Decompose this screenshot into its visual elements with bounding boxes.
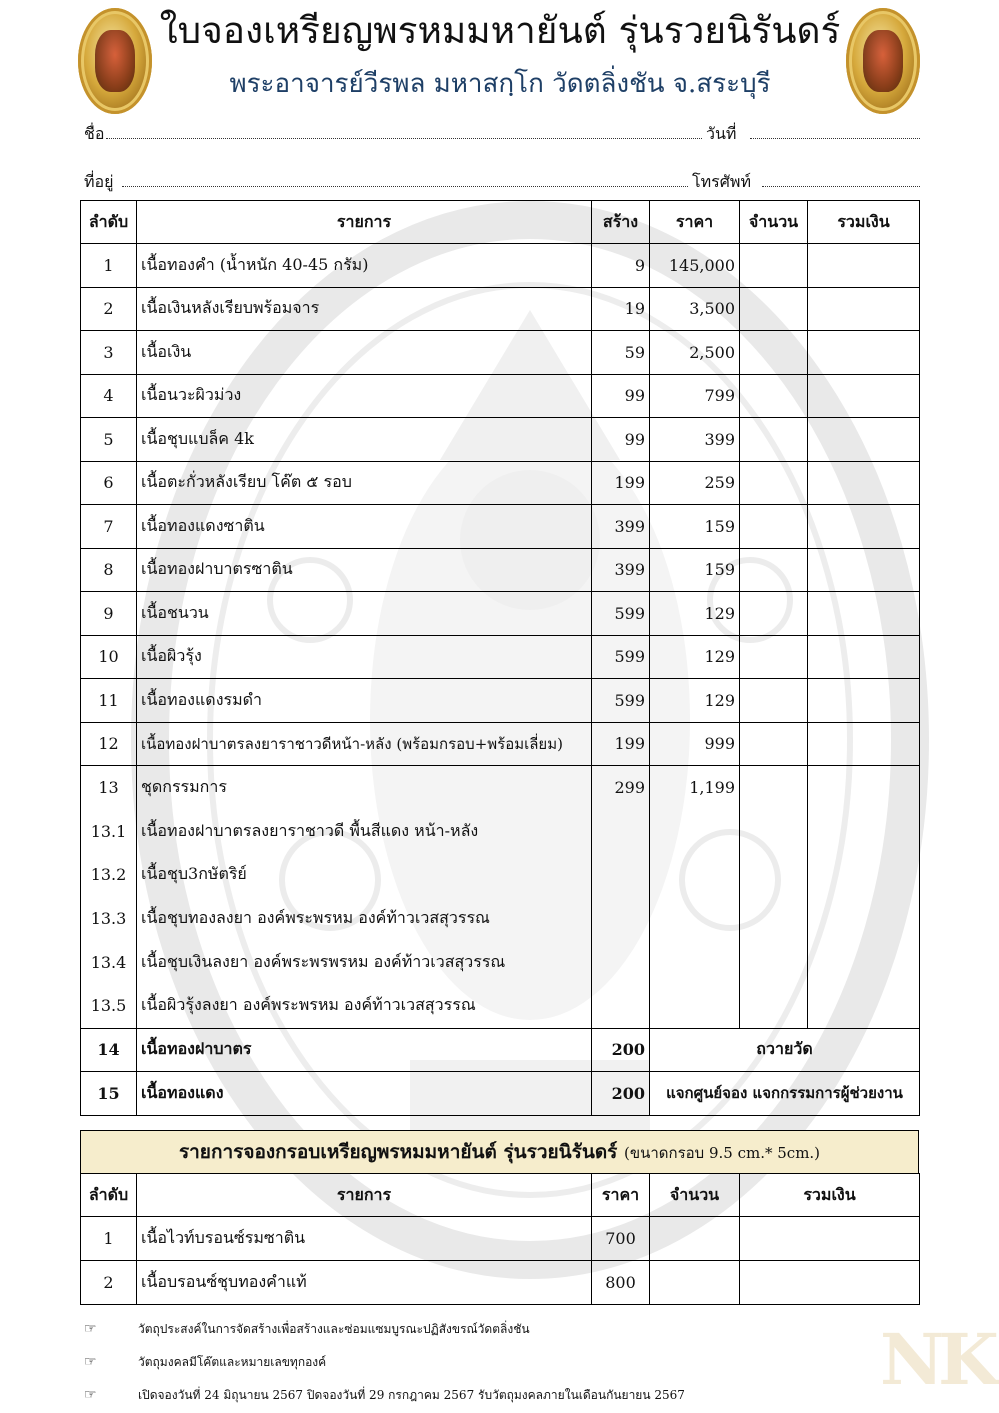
row-total-cell[interactable]	[808, 722, 920, 766]
table-row	[81, 722, 920, 766]
row-made: 200	[592, 1072, 650, 1116]
name-label: ชื่อ	[84, 124, 105, 143]
date-field[interactable]	[750, 138, 920, 139]
row-note: แจกศูนย์จอง แจกกรรมการผู้ช่วยงาน	[650, 1072, 920, 1116]
row-total-cell[interactable]	[808, 418, 920, 462]
set-item-name: เนื้อชุบทองลงยา องค์พระพรหม องค์ท้าวเวสสุวรรณ	[137, 897, 592, 941]
table-row	[81, 592, 920, 636]
row-made: 99	[592, 418, 650, 462]
frame-size-note: (ขนาดกรอบ 9.5 cm.* 5cm.)	[624, 1144, 821, 1162]
set-item-name: เนื้อทองฝาบาตรลงยาราชาวดี พื้นสีแดง หน้า-หลัง	[137, 810, 592, 854]
row-made: 19	[592, 287, 650, 331]
row-no: 5	[81, 418, 137, 462]
pointing-hand-icon: ☞	[84, 1321, 97, 1337]
row-no: 2	[81, 287, 137, 331]
row-made: 599	[592, 679, 650, 723]
row-made: 9	[592, 244, 650, 288]
row-price: 3,500	[650, 287, 740, 331]
set-item-row	[81, 897, 920, 941]
set-item-no: 13.1	[81, 810, 137, 854]
header-total: รวมเงิน	[808, 201, 920, 244]
set-item-row	[81, 940, 920, 984]
row-qty-cell[interactable]	[650, 1261, 740, 1305]
row-price: 145,000	[650, 244, 740, 288]
table-row	[81, 418, 920, 462]
date-label: วันที่	[706, 124, 737, 143]
row-price: 129	[650, 635, 740, 679]
frame-table	[80, 1173, 920, 1305]
row-total-cell[interactable]	[808, 331, 920, 375]
table-row	[81, 244, 920, 288]
row-item: เนื้อชนวน	[137, 592, 592, 636]
row-no: 14	[81, 1028, 137, 1072]
row-total-cell[interactable]	[740, 1217, 920, 1261]
table-row	[81, 1028, 920, 1072]
set-item-no: 13.4	[81, 940, 137, 984]
row-item: เนื้อทองฝาบาตร	[137, 1028, 592, 1072]
row-no: 15	[81, 1072, 137, 1116]
row-no: 10	[81, 635, 137, 679]
frame-title: รายการจองกรอบเหรียญพรหมมหายันต์ รุ่นรวยนิรันดร์	[178, 1141, 618, 1163]
header-made: สร้าง	[592, 201, 650, 244]
row-no: 9	[81, 592, 137, 636]
row-item: เนื้อทองแดงซาติน	[137, 505, 592, 549]
row-qty-cell[interactable]	[740, 679, 808, 723]
row-qty-cell[interactable]	[740, 418, 808, 462]
row-qty-cell[interactable]	[740, 331, 808, 375]
row-price: 129	[650, 592, 740, 636]
table-row	[81, 1072, 920, 1116]
row-made: 99	[592, 374, 650, 418]
table-row	[81, 548, 920, 592]
row-qty-cell[interactable]	[740, 244, 808, 288]
frame-header-price: ราคา	[592, 1174, 650, 1217]
header-no: ลำดับ	[81, 201, 137, 244]
row-no: 11	[81, 679, 137, 723]
row-item: ชุดกรรมการ	[137, 766, 592, 810]
note-text: เปิดจองวันที่ 24 มิถุนายน 2567 ปิดจองวันที่ 29 กรกฎาคม 2567 รับวัตถุมงคลภายในเดือนกันยายน 2567	[138, 1388, 685, 1402]
row-no: 2	[81, 1261, 137, 1305]
row-made: 200	[592, 1028, 650, 1072]
row-qty-cell[interactable]	[650, 1217, 740, 1261]
set-item-no: 13.2	[81, 853, 137, 897]
row-made: 599	[592, 592, 650, 636]
nk-watermark-logo: NK	[880, 1318, 993, 1401]
set-item-row	[81, 853, 920, 897]
row-item: เนื้อบรอนซ์ชุบทองคำแท้	[137, 1261, 592, 1305]
table-row	[81, 287, 920, 331]
row-qty-cell[interactable]	[740, 592, 808, 636]
row-total-cell[interactable]	[808, 244, 920, 288]
row-qty-cell[interactable]	[740, 287, 808, 331]
row-price: 399	[650, 418, 740, 462]
pointing-hand-icon: ☞	[84, 1387, 97, 1403]
note-text: วัตถุมงคลมีโค๊ตและหมายเลขทุกองค์	[138, 1355, 327, 1369]
row-item: เนื้อทองฝาบาตรลงยาราชาวดีหน้า-หลัง (พร้อมกรอบ+พร้อมเลี่ยม)	[137, 722, 592, 766]
table-row	[81, 679, 920, 723]
row-made: 59	[592, 331, 650, 375]
row-qty-cell[interactable]	[740, 461, 808, 505]
row-no: 12	[81, 722, 137, 766]
page-title: ใบจองเหรียญพรหมมหายันต์ รุ่นรวยนิรันดร์	[159, 9, 841, 52]
row-item: เนื้อทองคำ (น้ำหนัก 40-45 กรัม)	[137, 244, 592, 288]
row-item: เนื้อชุบแบล็ค 4k	[137, 418, 592, 462]
table-row	[81, 331, 920, 375]
row-total-cell[interactable]	[808, 505, 920, 549]
order-table-header	[81, 201, 920, 244]
note-item	[84, 1386, 685, 1405]
row-item: เนื้อนวะผิวม่วง	[137, 374, 592, 418]
address-phone-row	[84, 170, 920, 194]
row-made: 599	[592, 635, 650, 679]
row-no: 1	[81, 1217, 137, 1261]
order-table	[80, 200, 920, 1116]
address-label: ที่อยู่	[84, 172, 114, 191]
row-price: 700	[592, 1217, 650, 1261]
vessavana-medal-icon	[846, 8, 920, 114]
table-row	[81, 1261, 920, 1305]
name-field[interactable]	[106, 138, 702, 139]
table-row	[81, 635, 920, 679]
set-item-no: 13.3	[81, 897, 137, 941]
row-price: 159	[650, 548, 740, 592]
row-price: 2,500	[650, 331, 740, 375]
row-total-cell[interactable]	[808, 287, 920, 331]
frame-table-header	[81, 1174, 920, 1217]
set-item-no: 13.5	[81, 984, 137, 1028]
row-item: เนื้อทองแดง	[137, 1072, 592, 1116]
row-total-cell[interactable]	[808, 592, 920, 636]
row-item: เนื้อทองแดงรมดำ	[137, 679, 592, 723]
row-item: เนื้อไวท์บรอนซ์รมซาติน	[137, 1217, 592, 1261]
row-made: 199	[592, 461, 650, 505]
row-made: 199	[592, 722, 650, 766]
table-row	[81, 374, 920, 418]
row-total-cell[interactable]	[808, 374, 920, 418]
frame-header-qty: จำนวน	[650, 1174, 740, 1217]
row-no: 4	[81, 374, 137, 418]
set-item-name: เนื้อชุบเงินลงยา องค์พระพรพรหม องค์ท้าวเวสสุวรรณ	[137, 940, 592, 984]
address-field[interactable]	[122, 186, 688, 187]
row-total-cell[interactable]	[740, 1261, 920, 1305]
row-note: ถวายวัด	[650, 1028, 920, 1072]
row-no: 8	[81, 548, 137, 592]
set-item-name: เนื้อชุบ3กษัตริย์	[137, 853, 592, 897]
row-price: 129	[650, 679, 740, 723]
row-no: 3	[81, 331, 137, 375]
row-qty-cell[interactable]	[740, 722, 808, 766]
table-row	[81, 766, 920, 810]
row-no: 1	[81, 244, 137, 288]
set-item-row	[81, 984, 920, 1028]
row-price: 259	[650, 461, 740, 505]
pointing-hand-icon: ☞	[84, 1354, 97, 1370]
row-item: เนื้อตะกั่วหลังเรียบ โค๊ต ๕ รอบ	[137, 461, 592, 505]
row-made: 399	[592, 548, 650, 592]
row-price: 999	[650, 722, 740, 766]
table-row	[81, 461, 920, 505]
phone-label: โทรศัพท์	[692, 172, 751, 191]
note-item	[84, 1353, 326, 1372]
row-item: เนื้อเงินหลังเรียบพร้อมจาร	[137, 287, 592, 331]
row-item: เนื้อผิวรุ้ง	[137, 635, 592, 679]
header-qty: จำนวน	[740, 201, 808, 244]
row-made: 399	[592, 505, 650, 549]
row-no: 13	[81, 766, 137, 810]
row-price: 799	[650, 374, 740, 418]
table-row	[81, 505, 920, 549]
row-item: เนื้อทองฝาบาตรซาติน	[137, 548, 592, 592]
row-qty-cell[interactable]	[740, 766, 808, 810]
row-total-cell[interactable]	[808, 766, 920, 810]
row-price: 159	[650, 505, 740, 549]
set-item-name: เนื้อผิวรุ้งลงยา องค์พระพรหม องค์ท้าวเวสสุวรรณ	[137, 984, 592, 1028]
note-text: วัตถุประสงค์ในการจัดสร้างเพื่อสร้างและซ่อมแซมบูรณะปฏิสังขรณ์วัดตลิ่งชัน	[138, 1322, 530, 1336]
page-subtitle: พระอาจารย์วีรพล มหาสกฺโก วัดตลิ่งชัน จ.สระบุรี	[229, 69, 771, 99]
frame-header-item: รายการ	[137, 1174, 592, 1217]
row-qty-cell[interactable]	[740, 374, 808, 418]
frame-section-title	[80, 1130, 919, 1174]
frame-header-no: ลำดับ	[81, 1174, 137, 1217]
row-total-cell[interactable]	[808, 635, 920, 679]
row-qty-cell[interactable]	[740, 548, 808, 592]
header-price: ราคา	[650, 201, 740, 244]
phone-field[interactable]	[762, 186, 920, 187]
note-item	[84, 1320, 530, 1339]
row-total-cell[interactable]	[808, 548, 920, 592]
row-total-cell[interactable]	[808, 461, 920, 505]
row-made: 299	[592, 766, 650, 810]
row-total-cell[interactable]	[808, 679, 920, 723]
row-price: 1,199	[650, 766, 740, 810]
brahma-medal-icon	[78, 8, 152, 114]
set-item-row	[81, 810, 920, 854]
row-qty-cell[interactable]	[740, 505, 808, 549]
table-row	[81, 1217, 920, 1261]
name-date-row	[84, 122, 920, 146]
row-no: 6	[81, 461, 137, 505]
row-qty-cell[interactable]	[740, 635, 808, 679]
row-price: 800	[592, 1261, 650, 1305]
row-item: เนื้อเงิน	[137, 331, 592, 375]
frame-header-total: รวมเงิน	[740, 1174, 920, 1217]
row-no: 7	[81, 505, 137, 549]
header-item: รายการ	[137, 201, 592, 244]
